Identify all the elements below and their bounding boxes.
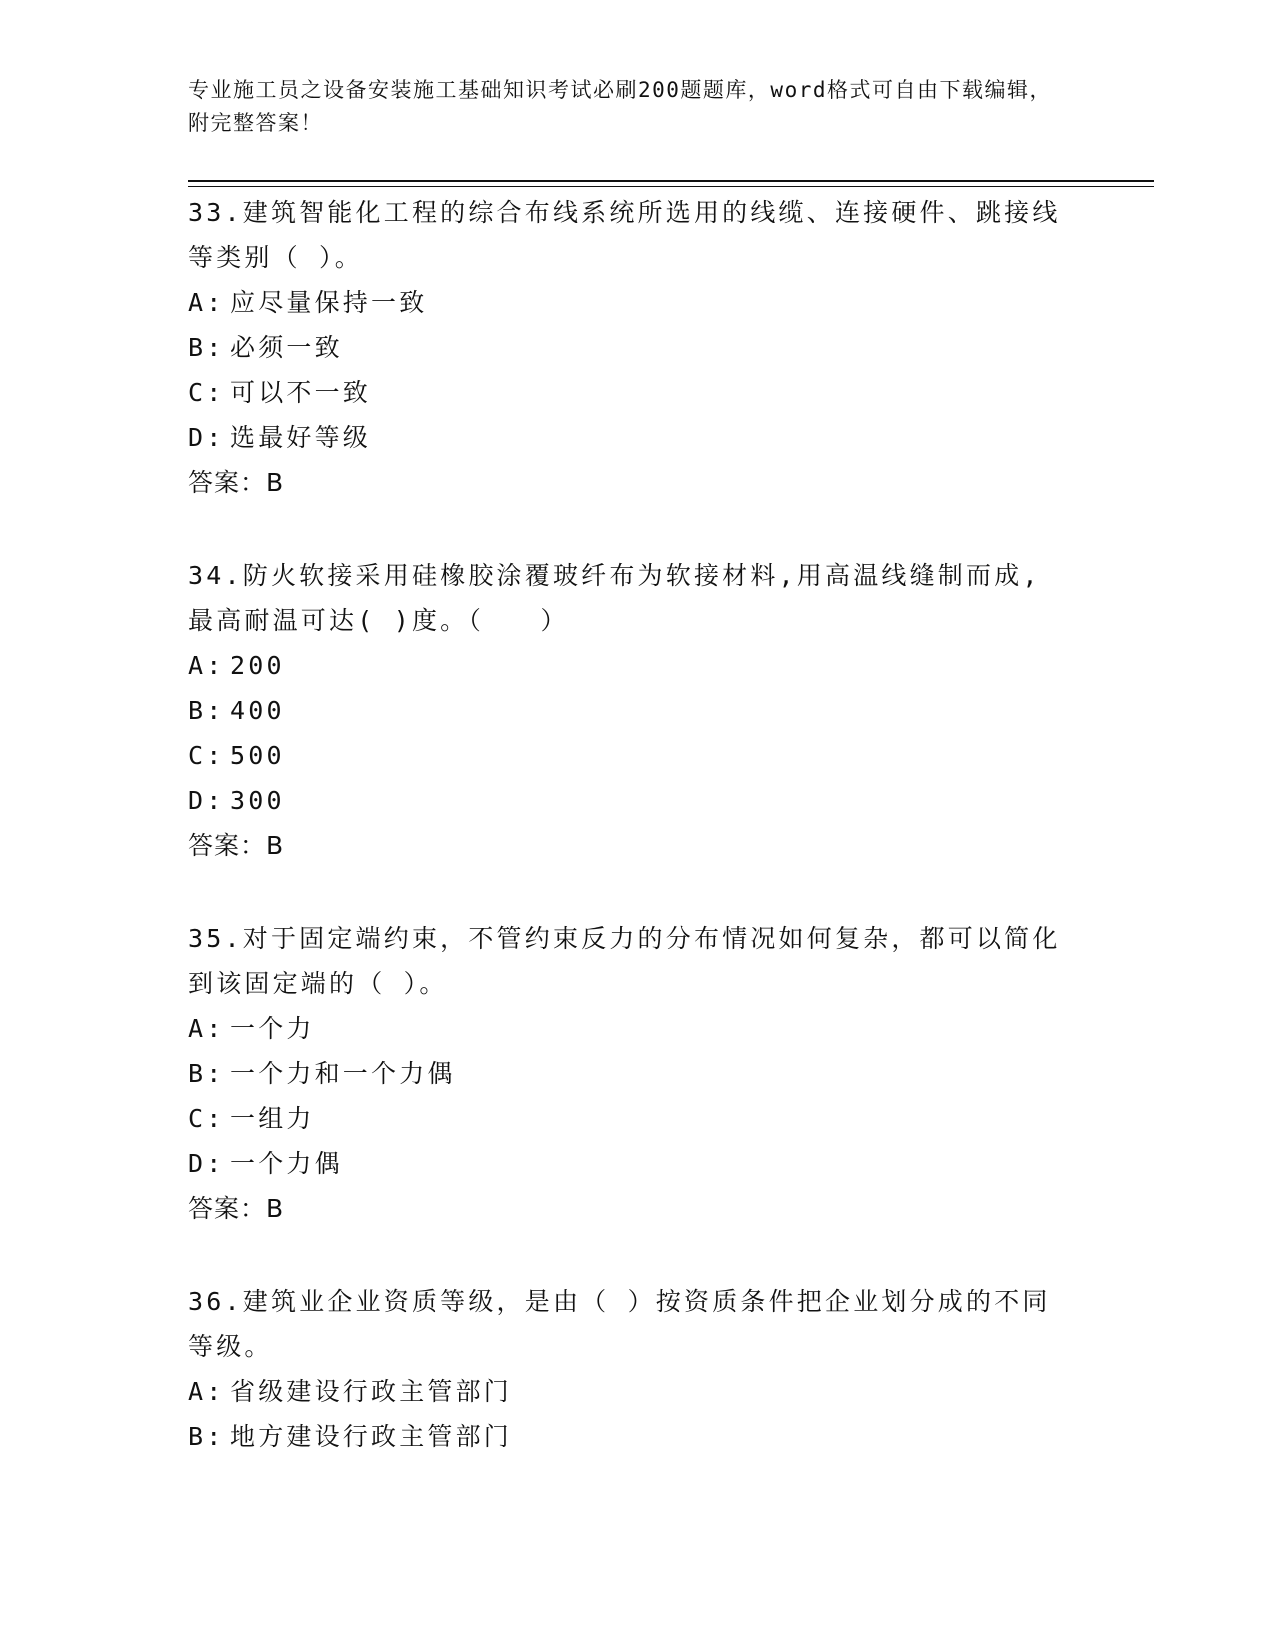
- option-key: C:: [188, 1104, 225, 1133]
- option-key: D:: [188, 1149, 225, 1178]
- option-key: B:: [188, 1059, 225, 1088]
- option-key: A:: [188, 1377, 225, 1406]
- option-key: B:: [188, 1422, 225, 1451]
- option-text: 500: [230, 741, 285, 770]
- option-key: C:: [188, 378, 225, 407]
- option-a: [188, 1369, 1088, 1414]
- option-key: A:: [188, 651, 225, 680]
- option-text: 地方建设行政主管部门: [230, 1422, 513, 1451]
- option-key: A:: [188, 288, 225, 317]
- document-header: 专业施工员之设备安装施工基础知识考试必刷200题题库，word格式可自由下载编辑，附完整答案！: [188, 78, 1052, 135]
- option-c: [188, 370, 1088, 415]
- answer-line: 答案：B: [188, 1194, 285, 1223]
- option-text: 一个力偶: [230, 1149, 343, 1178]
- answer-line: 答案：B: [188, 468, 285, 497]
- option-d: [188, 778, 1088, 823]
- header-rule-thick: [188, 180, 1154, 182]
- option-b: [188, 688, 1088, 733]
- option-key: D:: [188, 786, 225, 815]
- option-text: 可以不一致: [230, 378, 372, 407]
- option-d: [188, 415, 1088, 460]
- option-text: 200: [230, 651, 285, 680]
- option-c: [188, 1096, 1088, 1141]
- question-stem: 35.对于固定端约束，不管约束反力的分布情况如何复杂，都可以简化到该固定端的（ ）。: [188, 924, 1061, 998]
- option-text: 400: [230, 696, 285, 725]
- question-stem: 33.建筑智能化工程的综合布线系统所选用的线缆、连接硬件、跳接线等类别（ ）。: [188, 198, 1061, 272]
- option-d: [188, 1141, 1088, 1186]
- option-text: 一组力: [230, 1104, 315, 1133]
- option-text: 必须一致: [230, 333, 343, 362]
- option-a: [188, 643, 1088, 688]
- question-stem: 36.建筑业企业资质等级，是由（ ）按资质条件把企业划分成的不同等级。: [188, 1287, 1051, 1361]
- option-b: [188, 1414, 1088, 1459]
- option-c: [188, 733, 1088, 778]
- option-key: C:: [188, 741, 225, 770]
- question-36: [188, 1279, 1088, 1459]
- answer-line: 答案：B: [188, 831, 285, 860]
- option-key: D:: [188, 423, 225, 452]
- option-a: [188, 280, 1088, 325]
- option-b: [188, 1051, 1088, 1096]
- question-list: [188, 190, 1088, 1507]
- option-text: 一个力: [230, 1014, 315, 1043]
- option-a: [188, 1006, 1088, 1051]
- question-33: [188, 190, 1088, 505]
- option-key: A:: [188, 1014, 225, 1043]
- option-text: 省级建设行政主管部门: [230, 1377, 513, 1406]
- option-text: 300: [230, 786, 285, 815]
- question-34: [188, 553, 1088, 868]
- option-text: 选最好等级: [230, 423, 372, 452]
- header-rule-thin: [188, 186, 1154, 187]
- question-35: [188, 916, 1088, 1231]
- option-text: 应尽量保持一致: [230, 288, 428, 317]
- option-b: [188, 325, 1088, 370]
- question-stem: 34.防火软接采用硅橡胶涂覆玻纤布为软接材料,用高温线缝制而成,最高耐温可达( )度。（ ）: [188, 561, 1041, 635]
- option-key: B:: [188, 333, 225, 362]
- option-key: B:: [188, 696, 225, 725]
- option-text: 一个力和一个力偶: [230, 1059, 456, 1088]
